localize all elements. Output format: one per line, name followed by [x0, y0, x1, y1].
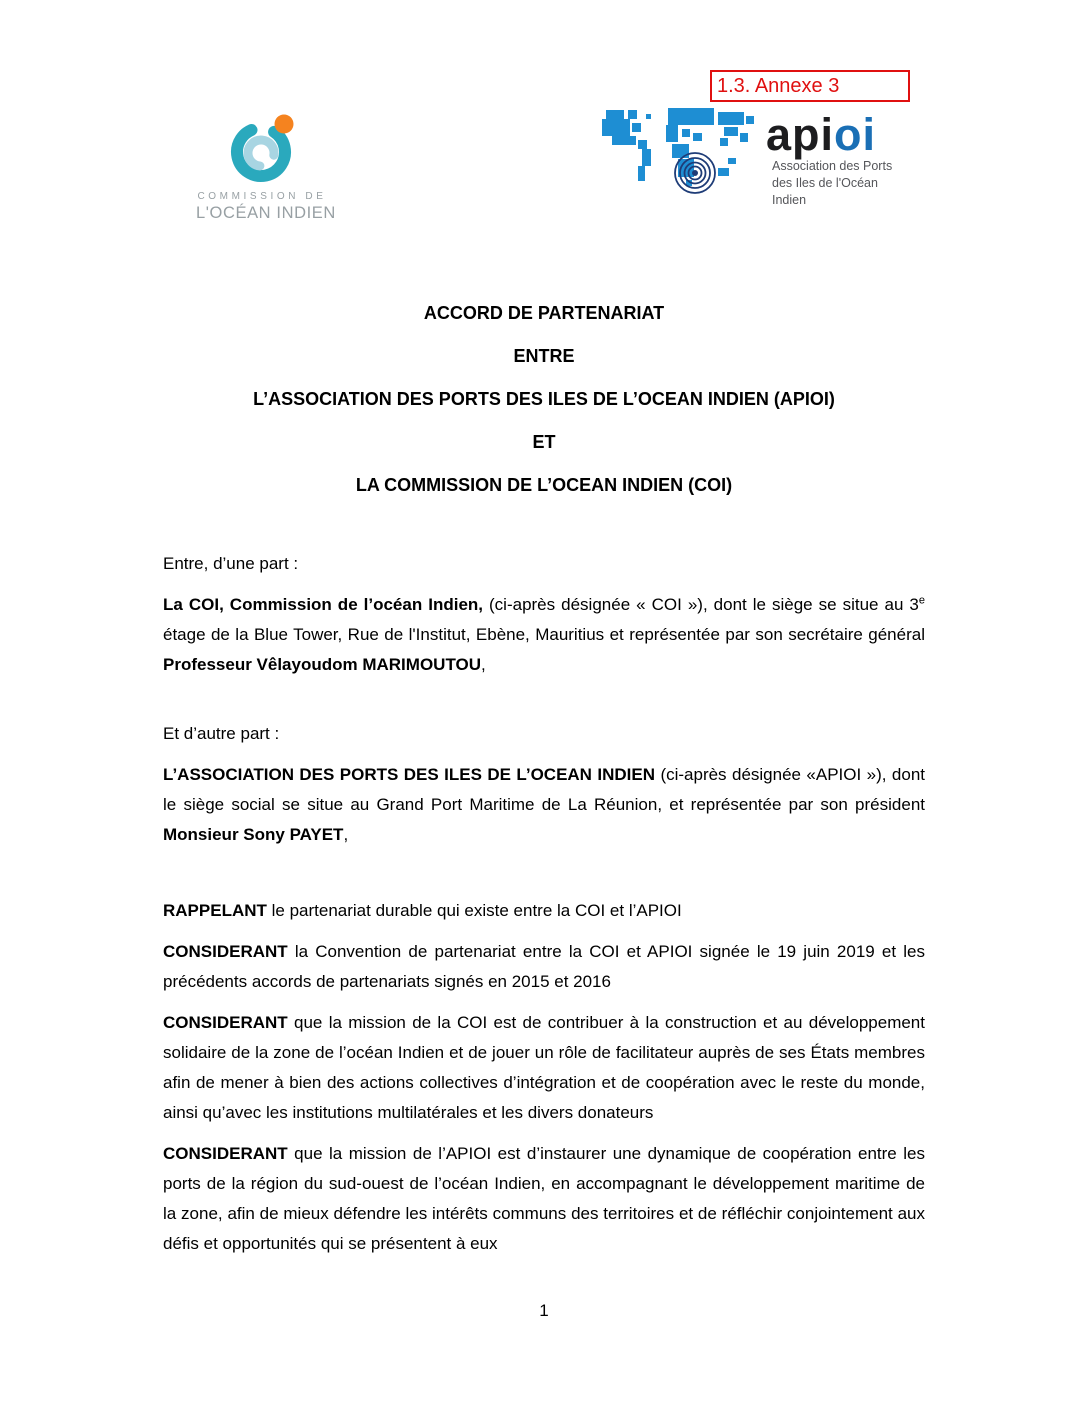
title-line-et: ET — [532, 432, 556, 452]
title-line-coi: LA COMMISSION DE L’OCEAN INDIEN (COI) — [355, 475, 733, 495]
title-block — [0, 303, 1088, 518]
paragraph-association: L’ASSOCIATION DES PORTS DES ILES DE L’OCEAN INDIEN (ci-après désignée «APIOI »), dont le siège social se situe au Grand Port Maritime de La Réunion, et représentée par son président Monsieur Sony PAYET, — [163, 765, 925, 844]
paragraph-considerant-convention: CONSIDERANT la Convention de partenariat entre la COI et APIOI signée le 19 juin 2019 et les précédents accords de partenariats signés en 2015 et 2016 — [163, 942, 925, 991]
blank-line — [163, 691, 925, 708]
coi-logo — [196, 112, 336, 223]
apioi-subtitle-line2: des Iles de l'Océan Indien — [772, 176, 878, 207]
apioi-logo — [600, 106, 910, 206]
apioi-subtitle-line1: Association des Ports — [772, 159, 893, 173]
blank-line — [163, 861, 925, 885]
annex-annotation-box — [710, 70, 910, 102]
paragraph-considerant-mission-apioi: CONSIDERANT que la mission de l’APIOI est d’instaurer une dynamique de coopération entre les ports de la région du sud-ouest de l’océan Indien, en accompagnant le développement maritime de la zone, afin de mieux défendre les intérêts communs des territoires et de réfléchir conjointement aux défis et opportunités qui se présentent à eux — [163, 1144, 925, 1253]
apioi-wordmark-blue: oi — [834, 109, 877, 160]
paragraph-considerant-mission-coi: CONSIDERANT que la mission de la COI est de contribuer à la construction et au développement solidaire de la zone de l’océan Indien et de jouer un rôle de facilitateur auprès de ses États membres afin de mener à bien des actions collectives d’intégration et de coopération avec le reste du monde, ainsi qu’avec les institutions multilatérales et les divers donateurs — [163, 1013, 925, 1122]
paragraph-entre-une-part: Entre, d’une part : — [163, 554, 299, 573]
page-number: 1 — [539, 1301, 549, 1320]
paragraph-rappelant: RAPPELANT le partenariat durable qui existe entre la COI et l’APIOI — [163, 901, 682, 920]
annex-label: 1.3. Annexe 3 — [717, 75, 840, 97]
title-line-apioi: L’ASSOCIATION DES PORTS DES ILES DE L’OCEAN INDIEN (APIOI) — [253, 389, 835, 409]
apioi-subtitle — [772, 158, 910, 209]
coi-caption-line2: L'OCÉAN INDIEN — [196, 204, 336, 222]
title-line-entre: ENTRE — [513, 346, 575, 366]
apioi-world-map-icon — [600, 106, 762, 206]
coi-swirl-icon — [230, 112, 294, 184]
paragraph-la-coi: La COI, Commission de l’océan Indien, (ci-après désignée « COI »), dont le siège se situe au 3e étage de la Blue Tower, Rue de l'Institut, Ebène, Mauritius et représentée par son secrétaire général Professeur Vêlayoudom MARIMOUTOU, — [163, 594, 925, 674]
title-line-accord: ACCORD DE PARTENARIAT — [423, 303, 665, 323]
apioi-wordmark — [766, 109, 877, 160]
coi-caption-line1: COMMISSION DE — [197, 191, 327, 202]
document-body — [163, 549, 925, 1270]
paragraph-et-autre-part: Et d’autre part : — [163, 724, 280, 743]
apioi-wordmark-black: api — [766, 109, 835, 160]
